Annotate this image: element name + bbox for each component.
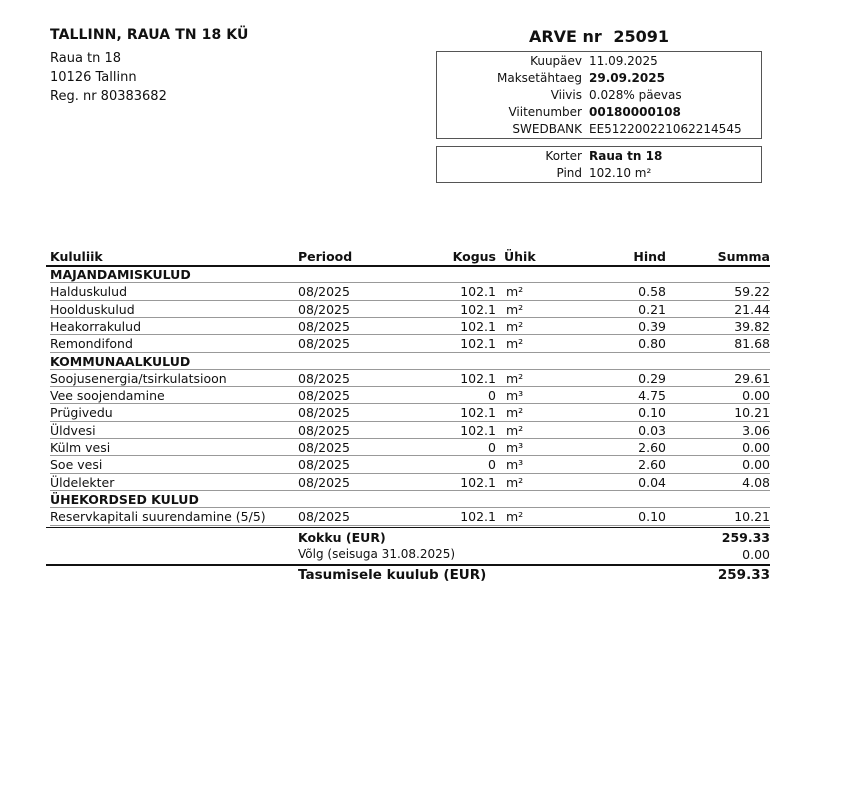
cell-name: Külm vesi bbox=[50, 440, 111, 455]
cell-unit: m² bbox=[506, 318, 524, 334]
cell-name: Üldvesi bbox=[50, 422, 96, 438]
cell-name: Hoolduskulud bbox=[50, 301, 135, 317]
cell-price: 0.29 bbox=[638, 370, 666, 386]
col-header-period: Periood bbox=[298, 249, 353, 264]
cell-period: 08/2025 bbox=[298, 301, 350, 317]
cell-period: 08/2025 bbox=[298, 388, 350, 404]
table-row bbox=[50, 474, 770, 491]
cell-sum: 21.44 bbox=[734, 301, 770, 317]
cell-period: 08/2025 bbox=[298, 318, 350, 334]
cell-period: 08/2025 bbox=[298, 474, 350, 490]
cell-sum: 81.68 bbox=[734, 336, 770, 352]
payable-rule bbox=[46, 564, 770, 566]
cell-price: 0.10 bbox=[638, 405, 666, 421]
cell-quantity: 102.1 bbox=[460, 318, 496, 334]
cell-sum: 0.00 bbox=[742, 440, 770, 455]
apartment-value: 102.10 m² bbox=[589, 166, 652, 180]
cell-name: Prügivedu bbox=[50, 405, 113, 421]
detail-date bbox=[437, 53, 761, 70]
cell-period: 08/2025 bbox=[298, 336, 350, 352]
cell-unit: m² bbox=[506, 474, 524, 490]
cell-quantity: 0 bbox=[488, 388, 496, 404]
cell-sum: 0.00 bbox=[742, 457, 770, 473]
cell-quantity: 102.1 bbox=[460, 422, 496, 438]
cell-price: 0.39 bbox=[638, 318, 666, 334]
cell-price: 0.58 bbox=[638, 284, 666, 300]
cell-price: 0.03 bbox=[638, 422, 666, 438]
detail-label: SWEDBANK bbox=[512, 122, 582, 136]
table-row bbox=[50, 508, 770, 525]
cell-unit: m² bbox=[506, 422, 524, 438]
cell-price: 0.10 bbox=[638, 509, 666, 525]
cell-name: Vee soojendamine bbox=[50, 388, 165, 404]
apartment-address bbox=[437, 148, 761, 165]
company-address bbox=[50, 49, 167, 106]
table-row bbox=[50, 283, 770, 300]
invoice-title-label: ARVE nr bbox=[528, 27, 602, 46]
cell-unit: m² bbox=[506, 301, 524, 317]
payable-label: Tasumisele kuulub (EUR) bbox=[298, 567, 487, 583]
payable-value: 259.33 bbox=[717, 567, 770, 583]
table-row bbox=[50, 422, 770, 439]
cell-unit: m² bbox=[506, 370, 524, 386]
detail-label: Viivis bbox=[550, 88, 582, 102]
cell-quantity: 102.1 bbox=[460, 336, 496, 352]
invoice-details-box bbox=[436, 51, 762, 139]
col-header-price: Hind bbox=[633, 249, 666, 264]
detail-reference-number bbox=[437, 104, 761, 121]
cell-unit: m³ bbox=[506, 440, 524, 455]
table-row bbox=[50, 301, 770, 318]
cell-unit: m³ bbox=[506, 388, 524, 404]
detail-label: Maksetähtaeg bbox=[496, 71, 582, 85]
cell-price: 0.21 bbox=[638, 301, 666, 317]
cell-sum: 59.22 bbox=[734, 284, 770, 300]
company-reg-number: Reg. nr 80383682 bbox=[50, 89, 167, 104]
cell-sum: 29.61 bbox=[734, 370, 770, 386]
cell-sum: 10.21 bbox=[734, 405, 770, 421]
total-value: 259.33 bbox=[721, 530, 770, 545]
cell-price: 4.75 bbox=[638, 388, 666, 404]
cell-quantity: 102.1 bbox=[460, 301, 496, 317]
cell-quantity: 102.1 bbox=[460, 370, 496, 386]
debt-value: 0.00 bbox=[742, 547, 770, 562]
section-title: ÜHEKORDSED KULUD bbox=[50, 491, 199, 507]
col-header-name: Kululiik bbox=[50, 249, 103, 264]
cell-unit: m² bbox=[506, 284, 524, 300]
cell-quantity: 0 bbox=[488, 457, 496, 473]
cell-name: Soe vesi bbox=[50, 457, 103, 473]
col-header-unit: Ühik bbox=[504, 249, 536, 264]
cell-quantity: 0 bbox=[488, 440, 496, 455]
debt-label: Võlg (seisuga 31.08.2025) bbox=[298, 547, 456, 561]
cell-name: Halduskulud bbox=[50, 284, 128, 300]
apartment-label: Pind bbox=[556, 166, 582, 180]
section-title: MAJANDAMISKULUD bbox=[50, 267, 191, 282]
company-street: Raua tn 18 bbox=[50, 51, 122, 66]
cell-price: 0.04 bbox=[638, 474, 666, 490]
cell-sum: 39.82 bbox=[734, 318, 770, 334]
cell-period: 08/2025 bbox=[298, 405, 350, 421]
detail-penalty bbox=[437, 87, 761, 104]
invoice-title bbox=[436, 27, 762, 46]
apartment-label: Korter bbox=[545, 149, 582, 163]
detail-value: 0.028% päevas bbox=[589, 88, 682, 102]
cell-sum: 4.08 bbox=[742, 474, 770, 490]
table-row bbox=[50, 456, 770, 473]
cell-period: 08/2025 bbox=[298, 509, 350, 525]
row-divider bbox=[50, 525, 770, 526]
cell-quantity: 102.1 bbox=[460, 405, 496, 421]
cell-period: 08/2025 bbox=[298, 284, 350, 300]
cell-name: Reservkapitali suurendamine (5/5) bbox=[50, 509, 266, 525]
col-header-quantity: Kogus bbox=[452, 249, 496, 264]
cell-name: Soojusenergia/tsirkulatsioon bbox=[50, 370, 227, 386]
apartment-value: Raua tn 18 bbox=[589, 149, 663, 163]
table-row bbox=[50, 318, 770, 335]
cell-price: 0.80 bbox=[638, 336, 666, 352]
cell-price: 2.60 bbox=[638, 457, 666, 473]
table-row bbox=[50, 404, 770, 421]
company-city: 10126 Tallinn bbox=[50, 70, 137, 85]
cell-period: 08/2025 bbox=[298, 457, 350, 473]
cell-unit: m² bbox=[506, 336, 524, 352]
cell-quantity: 102.1 bbox=[460, 474, 496, 490]
cell-sum: 3.06 bbox=[742, 422, 770, 438]
apartment-box bbox=[436, 146, 762, 183]
table-row bbox=[50, 335, 770, 352]
cell-name: Heakorrakulud bbox=[50, 318, 142, 334]
apartment-area bbox=[437, 165, 761, 182]
cell-quantity: 102.1 bbox=[460, 284, 496, 300]
cell-unit: m³ bbox=[506, 457, 524, 473]
totals-rule bbox=[46, 527, 770, 528]
cell-name: Üldelekter bbox=[50, 474, 115, 490]
table-row bbox=[50, 370, 770, 387]
total-label: Kokku (EUR) bbox=[298, 530, 386, 545]
cell-unit: m² bbox=[506, 405, 524, 421]
section-title: KOMMUNAALKULUD bbox=[50, 353, 191, 369]
cell-period: 08/2025 bbox=[298, 370, 350, 386]
detail-label: Viitenumber bbox=[508, 105, 582, 119]
detail-label: Kuupäev bbox=[530, 54, 582, 68]
detail-value: 11.09.2025 bbox=[589, 54, 658, 68]
detail-bank-account bbox=[437, 121, 761, 138]
table-row bbox=[50, 439, 770, 456]
cell-period: 08/2025 bbox=[298, 422, 350, 438]
cell-name: Remondifond bbox=[50, 336, 133, 352]
detail-value: EE512200221062214545 bbox=[589, 122, 742, 136]
cell-price: 2.60 bbox=[638, 440, 666, 455]
cell-period: 08/2025 bbox=[298, 440, 350, 455]
col-header-sum: Summa bbox=[717, 249, 770, 264]
detail-value: 29.09.2025 bbox=[589, 71, 665, 85]
invoice-number: 25091 bbox=[613, 27, 670, 46]
cell-unit: m² bbox=[506, 509, 524, 525]
table-row bbox=[50, 387, 770, 404]
detail-due-date bbox=[437, 70, 761, 87]
cell-sum: 0.00 bbox=[742, 388, 770, 404]
detail-value: 00180000108 bbox=[589, 105, 681, 119]
company-name: TALLINN, RAUA TN 18 KÜ bbox=[50, 27, 249, 43]
cell-quantity: 102.1 bbox=[460, 509, 496, 525]
cell-sum: 10.21 bbox=[734, 509, 770, 525]
